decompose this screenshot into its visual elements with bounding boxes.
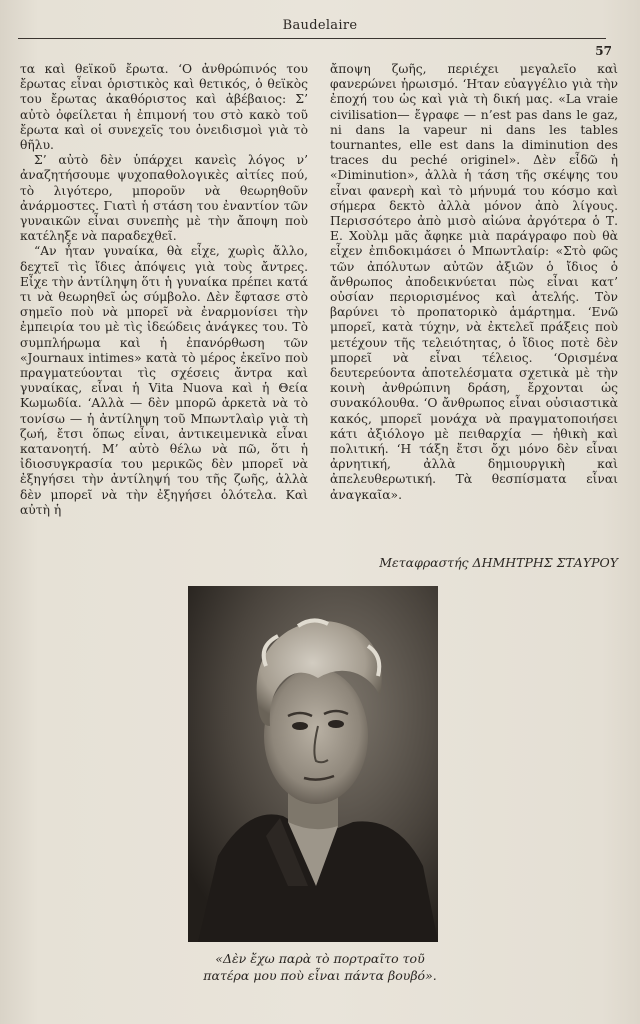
translator-credit: Μεταφραστής ΔΗΜΗΤΡΗΣ ΣΤΑΥΡΟΥ (379, 555, 618, 570)
paragraph: τα καὶ θεϊκοῦ ἔρωτα. ‘Ο ἀνθρώπινός του ἔρωτας εἶναι ὁριστικὸς καὶ θετικός, ὁ θεϊκὸς του ἔρωτας ἀκαθόριστος καὶ ἀβέβαιος: Σ’ αὐτὸ ὀφείλεται ἡ ἐπιμονή του στὸ κακὸ τοῦ ἔρωτα καὶ οἱ συνεχεῖς του ὀνειδισμοὶ γιὰ τὸ θῆλυ. (20, 62, 308, 153)
right-text-column (330, 62, 618, 503)
caption-line: «Δὲν ἔχω παρὰ τὸ πορτραῖτο τοῦ (215, 951, 425, 966)
page-number: 57 (595, 44, 612, 58)
portrait-illustration (188, 586, 438, 942)
left-text-column (20, 62, 308, 518)
portrait-image (188, 586, 438, 942)
paragraph: “Αν ἦταν γυναίκα, θὰ εἶχε, χωρὶς ἄλλο, δεχτεῖ τὶς ἴδιες ἀπόψεις γιὰ τοὺς ἄντρες. Εἶχε τὴν ἀντίληψη ὅτι ἡ γυναίκα πρέπει κατά τι νὰ θεωρηθεῖ ὡς σύμβολο. Δὲν ἔφτασε στὸ σημεῖο ποὺ νὰ μπορεῖ νὰ ἐναρμονίσει τὴν ἐμπειρία του μὲ τὶς ἰδεώδεις ἀνάγκες του. Τὸ συμπλήρωμα καὶ ἡ ἐπανόρθωση τῶν «Journaux intimes» κατὰ τὸ μέρος ἐκεῖνο ποὺ πραγματεύονται τὶς σχέσεις ἄντρα καὶ γυναίκας, εἶναι ἡ Vita Nuova καὶ ἡ Θεία Κωμωδία. ‘Αλλὰ — δὲν μπορῶ ἀρκετὰ νὰ τὸ τονίσω — ἡ ἀντίληψη τοῦ Μπωντλαὶρ γιὰ τὴ ζωή, ἔτσι ὅπως εἶναι, ἀντικειμενικὰ εἶναι κατανοητή. Μ’ αὐτὸ θέλω νὰ πῶ, ὅτι ἡ ἰδιοσυγκρασία του μερικῶς δὲν μπορεῖ νὰ ἐξηγήσει τὴν ἀντίληψή του τῆς ζωῆς, ἀλλὰ δὲν μπορεῖ νὰ τὴν ἐξηγήσει ὁλότελα. Καὶ αὐτὴ ἡ (20, 244, 308, 517)
running-head: Baudelaire (282, 18, 358, 33)
paragraph: ἄποψη ζωῆς, περιέχει μεγαλεῖο καὶ φανερώνει ἡρωισμό. ‘Ηταν εὐαγγέλιο γιὰ τὴν ἐποχή του ὡς καὶ γιὰ τὴ δική μας. «La vraie civilisation— ἔγραφε — n’est pas dans le gaz, ni dans la vapeur ni dans les tables tournantes, elle est dans la diminution des traces du peché originel». Δὲν εἶδῶ ἡ «Diminution», ἀλλὰ ἡ τάση τῆς σκέψης του εἶναι φανερὴ καὶ τὸ μήνυμά του κόσμο καὶ σήμερα δεκτὸ ἀλλὰ μόνον ἀπὸ λίγους. Περισσότερο ἀπὸ μισὸ αἰώνα ἀργότερα ὁ Τ. Ε. Χοὺλμ μᾶς ἄφηκε μιὰ παράγραφο ποὺ θὰ εἶχεν ἐπιδοκιμάσει ὁ Μπωντλαίρ: «Στὸ φῶς τῶν ἀπόλυτων αὐτῶν ἀξιῶν ὁ ἴδιος ὁ ἄνθρωπος ἀποδεικνύεται πὼς εἶναι κατ’ οὐσίαν περιορισμένος καὶ ἀτελής. Τὸν βαρύνει τὸ προπατορικὸ ἁμάρτημα. ‘Ενῶ μπορεῖ, κατὰ τύχην, νὰ ἐκτελεῖ πράξεις ποὺ μετέχουν τῆς τελειότητας, ὁ ἴδιος ποτὲ δὲν μπορεῖ νὰ εἶναι τέλειος. ‘Ορισμένα δευτερεύοντα ἀποτελέσματα σχετικὰ μὲ τὴν κοινὴ ἀνθρώπινη δράση, ἔρχονται ὡς συνακόλουθα. ‘Ο ἄνθρωπος εἶναι οὐσιαστικὰ κακός, μπορεῖ μονάχα νὰ πραγματοποιήσει κάτι ἀξιόλογο μὲ πειθαρχία — ἠθικὴ καὶ πολιτική. ‘Η τάξη ἔτσι ὄχι μόνο δὲν εἶναι ἀρνητική, ἀλλὰ δημιουργικὴ καὶ ἀπελευθερωτική. Τὰ θεσπίσματα εἶναι ἀναγκαῖα». (330, 62, 618, 502)
paragraph: Σ’ αὐτὸ δὲν ὑπάρχει κανεὶς λόγος ν’ ἀναζητήσουμε ψυχοπαθολογικὲς αἰτίες πού, τὸ λιγότερο, μποροῦν νὰ θεωρηθοῦν ἀνάρμοστες. Γιατὶ ἡ στάση του ἐναντίον τῶν γυναικῶν εἶναι συνεπὴς μὲ τὴν ἄποψη ποὺ κατέληξε νὰ παραδεχθεῖ. (20, 153, 308, 244)
header-rule (18, 38, 606, 39)
caption-line: πατέρα μου ποὺ εἶναι πάντα βουβό». (203, 968, 437, 983)
portrait-caption (150, 950, 490, 984)
